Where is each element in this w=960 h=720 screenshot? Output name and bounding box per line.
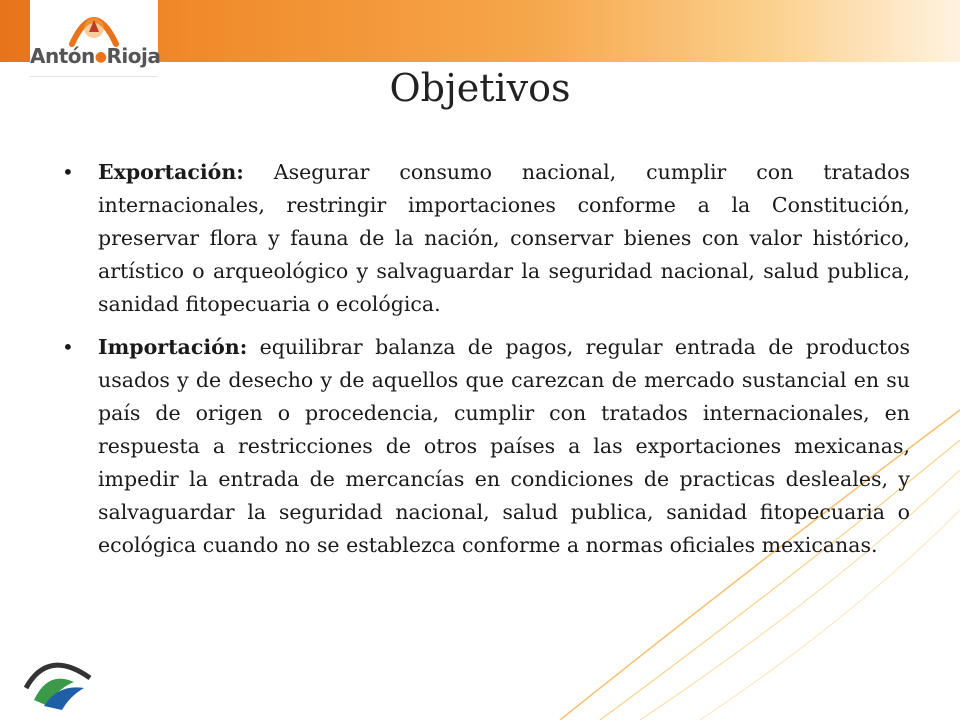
logo-brand-right: Rioja: [106, 44, 161, 68]
logo-dot: ●: [94, 49, 107, 65]
logo-brand-left: Antón: [30, 44, 95, 68]
bullet-text: equilibrar balanza de pagos, regular entrada de productos usados y de desecho y de aquellos que carezcan de mercado sustancial en su país de origen o procedencia, cumplir con tratados internacionales, en respuesta a restricciones de otros países a las exportaciones mexicanas, impedir la entrada de mercancías en condiciones de practicas desleales, y salvaguardar la seguridad nacional, salud publica, sanidad fitopecuaria o ecológica cuando no se establezca conforme a normas oficiales mexicanas.: [98, 335, 910, 557]
bullet-dot-icon: •: [62, 160, 74, 184]
slide-title: Objetivos: [389, 66, 571, 110]
bullet-dot-icon: •: [62, 335, 74, 359]
bullet-text: Asegurar consumo nacional, cumplir con tratados internacionales, restringir importaciones conforme a la Constitución, preservar flora y fauna de la nación, conservar bienes con valor histórico, artístico o arqueológico y salvaguardar la seguridad nacional, salud publica, sanidad fitopecuaria o ecológica.: [98, 160, 910, 316]
bullet-importacion: [62, 331, 910, 562]
bullet-term: Importación:: [98, 335, 248, 359]
bullet-list: [62, 156, 910, 572]
logo-triangle-icon: [66, 4, 122, 48]
bullet-exportacion: [62, 156, 910, 321]
bottom-institution-logo: [18, 648, 98, 718]
bullet-term: Exportación:: [98, 160, 244, 184]
logo-wordmark: [30, 44, 161, 68]
